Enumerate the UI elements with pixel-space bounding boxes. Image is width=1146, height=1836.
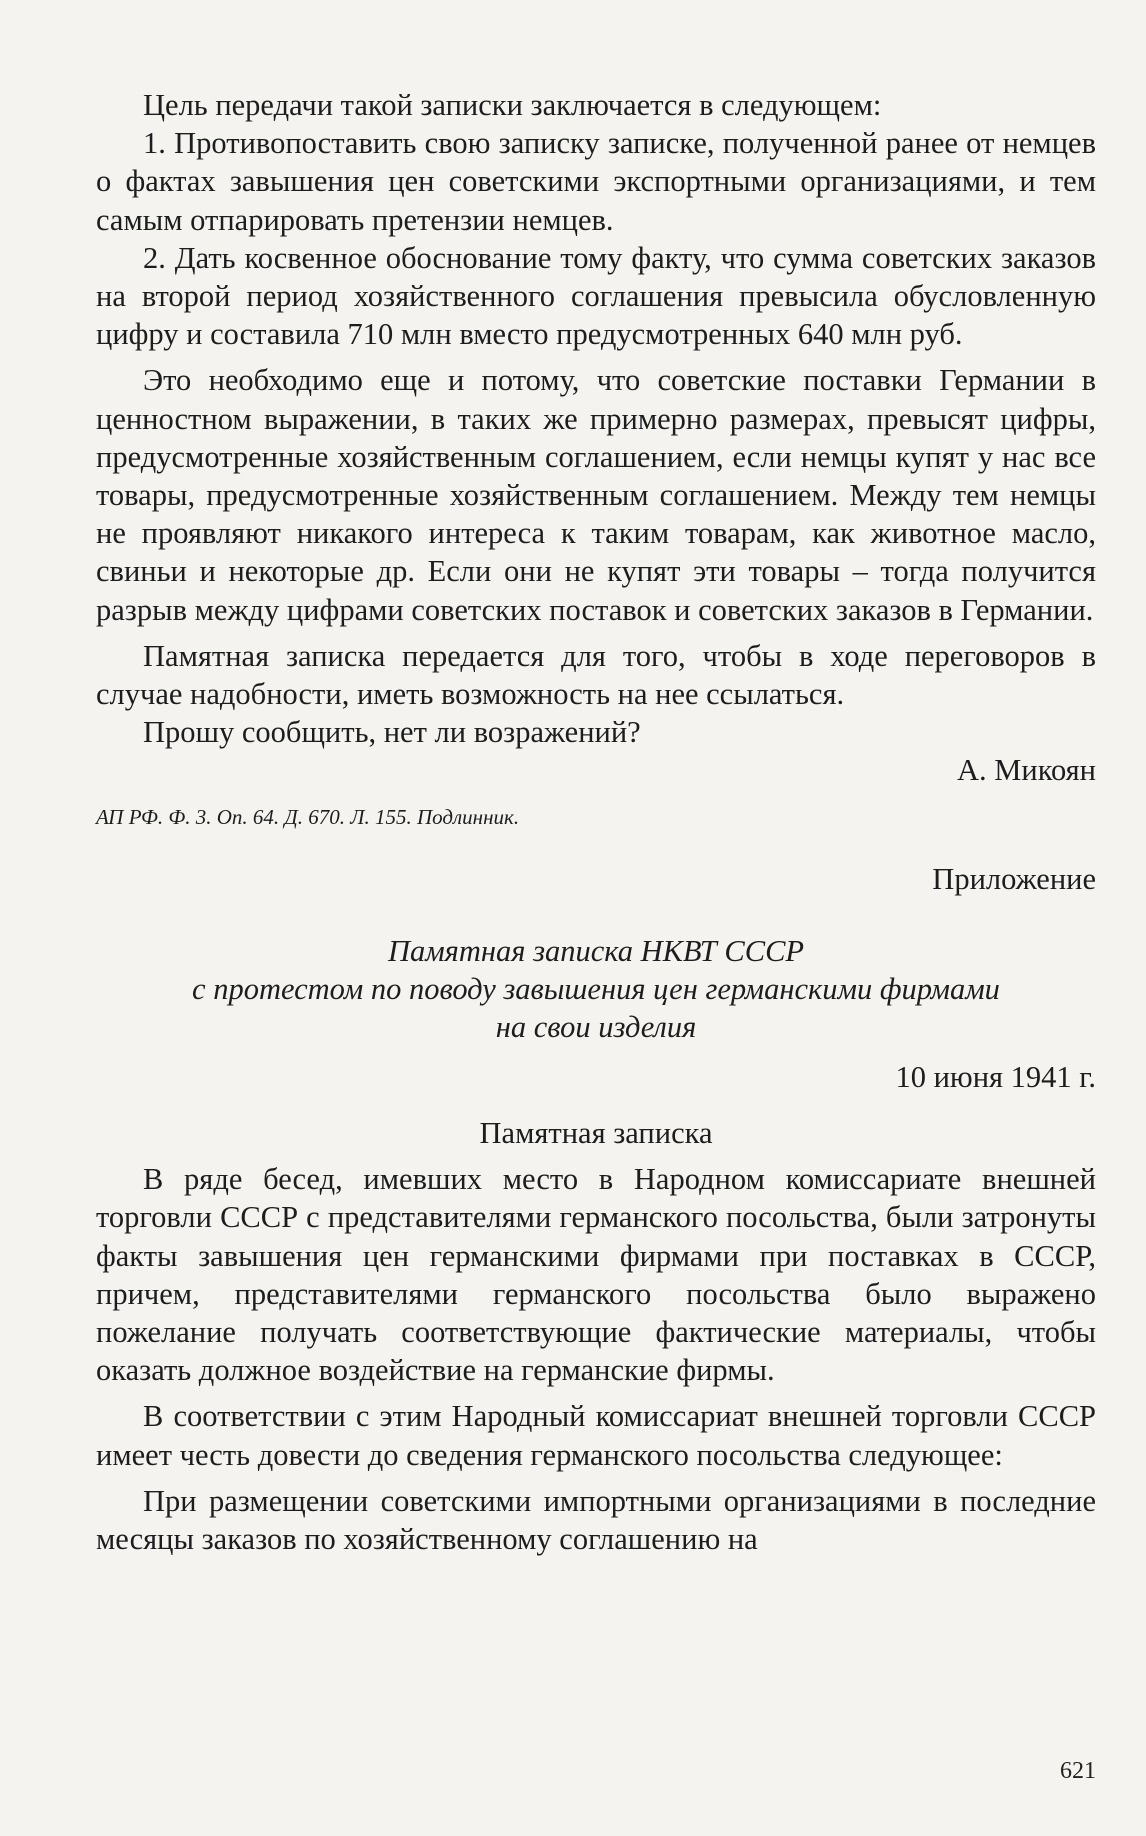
paragraph-memo-body-3: При размещении советскими импортными организациями в последние месяцы заказов по хозяйственному соглашению на [96, 1483, 1096, 1557]
paragraph-justification: Это необходимо еще и потому, что советские поставки Германии в ценностном выражении, в таких же примерно размерах, превысят цифры, предусмотренные хозяйственным соглашением, если немцы купят у нас все товары, предусмотренные хозяйственным соглашением. Между тем немцы не проявляют никакого интереса к таким товарам, как животное масло, свиньи и некоторые др. Если они не купят эти товары – тогда получится разрыв между цифрами советских поставок и советских заказов в Германии. [96, 363, 1096, 627]
page-number: 621 [1060, 1758, 1096, 1784]
document-title-line: на свои изделия [495, 1009, 697, 1044]
document-page [96, 86, 1096, 1558]
paragraph-request: Прошу сообщить, нет ли возражений? [143, 715, 641, 750]
document-title-line: Памятная записка НКВТ СССР [387, 933, 805, 968]
document-date: 10 июня 1941 г. [895, 1059, 1096, 1094]
archive-source-note: АП РФ. Ф. 3. Оп. 64. Д. 670. Л. 155. Подлинник. [96, 804, 520, 829]
paragraph-point-1: 1. Противопоставить свою записку записке, полученной ранее от немцев о фактах завышения цен советскими экспортными организациями, и тем самым отпарировать претензии немцев. [96, 126, 1096, 237]
document-title [96, 932, 1096, 1046]
paragraph-purpose-intro: Цель передачи такой записки заключается в следующем: [143, 88, 882, 122]
paragraph-memo-body-1: В ряде бесед, имевших место в Народном комиссариате внешней торговли СССР с представителями германского посольства, были затронуты факты завышения цен германскими фирмами при поставках в СССР, причем, представителями германского посольства было выражено пожелание получать соответствующие фактические материалы, чтобы оказать должное воздействие на германские фирмы. [96, 1162, 1096, 1388]
paragraph-memo-purpose: Памятная записка передается для того, чтобы в ходе переговоров в случае надобности, иметь возможность на нее ссылаться. [96, 638, 1096, 712]
memo-heading: Памятная записка [479, 1116, 713, 1151]
signature: А. Микоян [956, 753, 1096, 788]
document-title-line: с протестом по поводу завышения цен германскими фирмами [192, 971, 1000, 1006]
appendix-label: Приложение [932, 861, 1096, 896]
paragraph-point-2: 2. Дать косвенное обоснование тому факту, что сумма советских заказов на второй период хозяйственного соглашения превысила обусловленную цифру и составила 710 млн вместо предусмотренных 640 млн руб. [96, 240, 1096, 352]
paragraph-memo-body-2: В соответствии с этим Народный комиссариат внешней торговли СССР имеет честь довести до сведения германского посольства следующее: [96, 1399, 1096, 1472]
